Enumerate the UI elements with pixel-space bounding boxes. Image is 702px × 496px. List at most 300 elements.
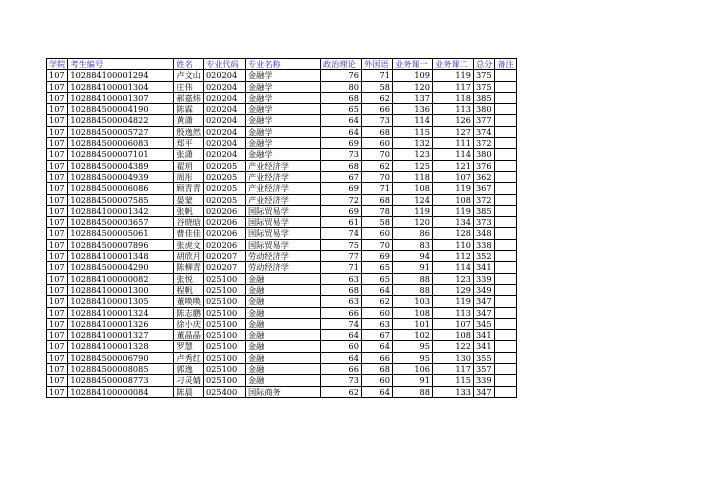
cell-candidate-id[interactable]: 102884500004190 [68,104,174,115]
cell-name[interactable]: 殷逸然 [174,126,204,137]
cell-candidate-id[interactable]: 102884100001324 [68,307,174,318]
cell-subject-1[interactable]: 115 [392,126,432,137]
cell-major-code[interactable]: 025100 [203,318,245,329]
cell-total[interactable]: 345 [473,318,494,329]
cell-politics[interactable]: 63 [320,273,361,284]
cell-subject-1[interactable]: 94 [392,251,432,262]
cell-politics[interactable]: 60 [320,341,361,352]
cell-remarks[interactable] [495,81,516,92]
cell-subject-2[interactable]: 107 [432,318,473,329]
cell-major-code[interactable]: 020204 [203,149,245,160]
cell-foreign-language[interactable]: 70 [361,171,392,182]
cell-major-code[interactable]: 020206 [203,239,245,250]
cell-candidate-id[interactable]: 102884500008773 [68,375,174,386]
cell-major-code[interactable]: 020205 [203,183,245,194]
cell-foreign-language[interactable]: 62 [361,92,392,103]
cell-name[interactable]: 董晶晶 [174,330,204,341]
cell-subject-2[interactable]: 119 [432,70,473,81]
cell-candidate-id[interactable]: 102884100001342 [68,205,174,216]
cell-candidate-id[interactable]: 102884100001307 [68,92,174,103]
cell-school[interactable]: 107 [47,251,68,262]
cell-name[interactable]: 胡欣月 [174,251,204,262]
cell-name[interactable]: 陈柳青 [174,262,204,273]
cell-total[interactable]: 372 [473,194,494,205]
cell-school[interactable]: 107 [47,262,68,273]
cell-major-name[interactable]: 金融 [245,352,320,363]
cell-name[interactable]: 张虎文 [174,239,204,250]
cell-candidate-id[interactable]: 102884100001305 [68,296,174,307]
cell-total[interactable]: 376 [473,160,494,171]
cell-name[interactable]: 罗慧 [174,341,204,352]
cell-school[interactable]: 107 [47,352,68,363]
cell-subject-2[interactable]: 112 [432,251,473,262]
cell-subject-2[interactable]: 107 [432,171,473,182]
cell-remarks[interactable] [495,138,516,149]
cell-candidate-id[interactable]: 102884500004822 [68,115,174,126]
cell-subject-1[interactable]: 83 [392,239,432,250]
cell-total[interactable]: 373 [473,217,494,228]
cell-remarks[interactable] [495,318,516,329]
cell-name[interactable]: 张帆 [174,205,204,216]
cell-major-code[interactable]: 025100 [203,273,245,284]
cell-total[interactable]: 347 [473,307,494,318]
cell-major-name[interactable]: 金融 [245,318,320,329]
cell-total[interactable]: 347 [473,296,494,307]
cell-candidate-id[interactable]: 102884500008085 [68,364,174,375]
cell-major-name[interactable]: 国际贸易学 [245,239,320,250]
cell-school[interactable]: 107 [47,160,68,171]
cell-major-code[interactable]: 025100 [203,341,245,352]
cell-subject-1[interactable]: 103 [392,296,432,307]
cell-major-name[interactable]: 金融 [245,364,320,375]
cell-school[interactable]: 107 [47,228,68,239]
cell-major-name[interactable]: 金融 [245,341,320,352]
cell-major-code[interactable]: 025100 [203,330,245,341]
cell-foreign-language[interactable]: 60 [361,138,392,149]
cell-total[interactable]: 367 [473,183,494,194]
cell-subject-2[interactable]: 119 [432,183,473,194]
cell-total[interactable]: 377 [473,115,494,126]
cell-subject-2[interactable]: 130 [432,352,473,363]
cell-politics[interactable]: 69 [320,205,361,216]
cell-subject-2[interactable]: 117 [432,81,473,92]
cell-foreign-language[interactable]: 70 [361,239,392,250]
cell-remarks[interactable] [495,251,516,262]
cell-major-code[interactable]: 020204 [203,126,245,137]
cell-remarks[interactable] [495,273,516,284]
cell-name[interactable]: 曹佳佳 [174,228,204,239]
cell-major-code[interactable]: 025100 [203,375,245,386]
cell-foreign-language[interactable]: 64 [361,386,392,397]
cell-subject-1[interactable]: 120 [392,81,432,92]
cell-name[interactable]: 程帆 [174,284,204,295]
cell-major-name[interactable]: 国际贸易学 [245,217,320,228]
cell-politics[interactable]: 71 [320,262,361,273]
cell-remarks[interactable] [495,296,516,307]
cell-candidate-id[interactable]: 102884500007896 [68,239,174,250]
cell-foreign-language[interactable]: 67 [361,330,392,341]
cell-major-code[interactable]: 020205 [203,194,245,205]
cell-foreign-language[interactable]: 60 [361,228,392,239]
cell-school[interactable]: 107 [47,284,68,295]
cell-school[interactable]: 107 [47,115,68,126]
cell-name[interactable]: 郝嘉炜 [174,92,204,103]
cell-politics[interactable]: 77 [320,251,361,262]
cell-total[interactable]: 372 [473,138,494,149]
cell-candidate-id[interactable]: 102884500006086 [68,183,174,194]
cell-remarks[interactable] [495,160,516,171]
cell-school[interactable]: 107 [47,307,68,318]
cell-subject-2[interactable]: 122 [432,341,473,352]
cell-candidate-id[interactable]: 102884500004939 [68,171,174,182]
cell-subject-1[interactable]: 106 [392,364,432,375]
header-candidate-id[interactable]: 考生编号 [68,59,174,70]
cell-subject-2[interactable]: 113 [432,307,473,318]
cell-remarks[interactable] [495,262,516,273]
cell-foreign-language[interactable]: 58 [361,217,392,228]
cell-total[interactable]: 341 [473,341,494,352]
cell-subject-2[interactable]: 119 [432,205,473,216]
cell-school[interactable]: 107 [47,375,68,386]
cell-foreign-language[interactable]: 65 [361,273,392,284]
cell-subject-1[interactable]: 102 [392,330,432,341]
cell-foreign-language[interactable]: 64 [361,284,392,295]
cell-subject-1[interactable]: 88 [392,386,432,397]
cell-total[interactable]: 352 [473,251,494,262]
cell-candidate-id[interactable]: 102884100001348 [68,251,174,262]
cell-politics[interactable]: 61 [320,217,361,228]
cell-subject-1[interactable]: 124 [392,194,432,205]
cell-major-name[interactable]: 金融 [245,284,320,295]
cell-remarks[interactable] [495,194,516,205]
cell-subject-1[interactable]: 136 [392,104,432,115]
cell-politics[interactable]: 76 [320,70,361,81]
cell-politics[interactable]: 68 [320,160,361,171]
cell-school[interactable]: 107 [47,171,68,182]
cell-politics[interactable]: 64 [320,352,361,363]
cell-major-code[interactable]: 025100 [203,352,245,363]
cell-subject-1[interactable]: 132 [392,138,432,149]
cell-candidate-id[interactable]: 102884100001328 [68,341,174,352]
cell-school[interactable]: 107 [47,70,68,81]
cell-major-name[interactable]: 金融学 [245,138,320,149]
cell-subject-2[interactable]: 108 [432,330,473,341]
cell-subject-1[interactable]: 95 [392,352,432,363]
cell-foreign-language[interactable]: 60 [361,307,392,318]
cell-school[interactable]: 107 [47,126,68,137]
cell-candidate-id[interactable]: 102884500005061 [68,228,174,239]
cell-name[interactable]: 谷晓晗 [174,217,204,228]
cell-major-code[interactable]: 020206 [203,205,245,216]
cell-name[interactable]: 晏蒙 [174,194,204,205]
cell-remarks[interactable] [495,171,516,182]
header-politics[interactable]: 政治理论 [320,59,361,70]
cell-total[interactable]: 348 [473,228,494,239]
cell-subject-2[interactable]: 117 [432,364,473,375]
cell-total[interactable]: 374 [473,126,494,137]
cell-major-name[interactable]: 产业经济学 [245,183,320,194]
cell-major-name[interactable]: 金融学 [245,70,320,81]
cell-subject-2[interactable]: 128 [432,228,473,239]
cell-name[interactable]: 徐小庆 [174,318,204,329]
cell-school[interactable]: 107 [47,194,68,205]
cell-remarks[interactable] [495,183,516,194]
cell-major-code[interactable]: 025100 [203,364,245,375]
header-name[interactable]: 姓名 [174,59,204,70]
cell-subject-2[interactable]: 126 [432,115,473,126]
cell-candidate-id[interactable]: 102884500005727 [68,126,174,137]
cell-major-name[interactable]: 金融学 [245,81,320,92]
cell-foreign-language[interactable]: 78 [361,205,392,216]
header-subject-2[interactable]: 业务课二 [432,59,473,70]
cell-politics[interactable]: 73 [320,149,361,160]
cell-name[interactable]: 周彤 [174,171,204,182]
cell-total[interactable]: 338 [473,239,494,250]
cell-foreign-language[interactable]: 66 [361,352,392,363]
cell-remarks[interactable] [495,386,516,397]
cell-politics[interactable]: 66 [320,307,361,318]
cell-foreign-language[interactable]: 68 [361,194,392,205]
cell-remarks[interactable] [495,228,516,239]
cell-major-name[interactable]: 金融 [245,307,320,318]
cell-subject-2[interactable]: 123 [432,273,473,284]
cell-major-name[interactable]: 国际贸易学 [245,205,320,216]
header-subject-1[interactable]: 业务课一 [392,59,432,70]
cell-politics[interactable]: 62 [320,386,361,397]
cell-subject-1[interactable]: 86 [392,228,432,239]
cell-candidate-id[interactable]: 102884100001294 [68,70,174,81]
cell-subject-1[interactable]: 95 [392,341,432,352]
cell-major-name[interactable]: 产业经济学 [245,160,320,171]
cell-candidate-id[interactable]: 102884100000082 [68,273,174,284]
cell-candidate-id[interactable]: 102884500004290 [68,262,174,273]
cell-subject-1[interactable]: 101 [392,318,432,329]
cell-foreign-language[interactable]: 58 [361,81,392,92]
cell-remarks[interactable] [495,239,516,250]
cell-subject-2[interactable]: 119 [432,296,473,307]
cell-school[interactable]: 107 [47,183,68,194]
cell-remarks[interactable] [495,104,516,115]
cell-major-code[interactable]: 020206 [203,217,245,228]
cell-foreign-language[interactable]: 64 [361,341,392,352]
cell-major-code[interactable]: 020204 [203,104,245,115]
cell-candidate-id[interactable]: 102884500006083 [68,138,174,149]
cell-politics[interactable]: 74 [320,228,361,239]
cell-total[interactable]: 385 [473,92,494,103]
cell-major-name[interactable]: 金融学 [245,104,320,115]
cell-school[interactable]: 107 [47,341,68,352]
cell-foreign-language[interactable]: 68 [361,364,392,375]
cell-subject-2[interactable]: 111 [432,138,473,149]
cell-politics[interactable]: 64 [320,330,361,341]
cell-foreign-language[interactable]: 62 [361,296,392,307]
cell-subject-2[interactable]: 118 [432,92,473,103]
cell-candidate-id[interactable]: 102884100001326 [68,318,174,329]
cell-major-name[interactable]: 金融 [245,273,320,284]
cell-major-name[interactable]: 金融学 [245,149,320,160]
cell-subject-1[interactable]: 108 [392,307,432,318]
cell-name[interactable]: 卢秀红 [174,352,204,363]
cell-remarks[interactable] [495,352,516,363]
cell-foreign-language[interactable]: 71 [361,183,392,194]
cell-subject-1[interactable]: 88 [392,284,432,295]
cell-subject-1[interactable]: 118 [392,171,432,182]
cell-remarks[interactable] [495,70,516,81]
cell-name[interactable]: 张悦 [174,273,204,284]
cell-school[interactable]: 107 [47,92,68,103]
cell-candidate-id[interactable]: 102884100001304 [68,81,174,92]
cell-subject-2[interactable]: 113 [432,104,473,115]
cell-school[interactable]: 107 [47,296,68,307]
cell-total[interactable]: 380 [473,149,494,160]
cell-name[interactable]: 陈志鹏 [174,307,204,318]
cell-subject-1[interactable]: 120 [392,217,432,228]
header-foreign-language[interactable]: 外国语 [361,59,392,70]
cell-subject-2[interactable]: 133 [432,386,473,397]
cell-candidate-id[interactable]: 102884500003657 [68,217,174,228]
cell-major-code[interactable]: 020204 [203,70,245,81]
cell-remarks[interactable] [495,92,516,103]
cell-name[interactable]: 董唤唤 [174,296,204,307]
cell-name[interactable]: 顾青青 [174,183,204,194]
cell-major-code[interactable]: 020207 [203,251,245,262]
cell-foreign-language[interactable]: 66 [361,104,392,115]
cell-school[interactable]: 107 [47,149,68,160]
cell-candidate-id[interactable]: 102884500007101 [68,149,174,160]
header-remarks[interactable]: 备注 [495,59,516,70]
cell-remarks[interactable] [495,364,516,375]
cell-politics[interactable]: 65 [320,104,361,115]
cell-total[interactable]: 375 [473,81,494,92]
cell-candidate-id[interactable]: 102884100001300 [68,284,174,295]
cell-total[interactable]: 385 [473,205,494,216]
cell-total[interactable]: 357 [473,364,494,375]
cell-name[interactable]: 黄潇 [174,115,204,126]
cell-school[interactable]: 107 [47,386,68,397]
cell-politics[interactable]: 64 [320,126,361,137]
cell-remarks[interactable] [495,330,516,341]
cell-remarks[interactable] [495,217,516,228]
cell-major-name[interactable]: 金融 [245,375,320,386]
cell-major-name[interactable]: 国际贸易学 [245,228,320,239]
cell-remarks[interactable] [495,149,516,160]
cell-major-code[interactable]: 020207 [203,262,245,273]
cell-major-name[interactable]: 金融学 [245,115,320,126]
cell-school[interactable]: 107 [47,104,68,115]
cell-foreign-language[interactable]: 62 [361,160,392,171]
cell-politics[interactable]: 80 [320,81,361,92]
cell-major-name[interactable]: 产业经济学 [245,171,320,182]
cell-school[interactable]: 107 [47,273,68,284]
cell-politics[interactable]: 64 [320,115,361,126]
cell-subject-1[interactable]: 91 [392,375,432,386]
cell-foreign-language[interactable]: 60 [361,375,392,386]
cell-total[interactable]: 349 [473,284,494,295]
cell-candidate-id[interactable]: 102884500007585 [68,194,174,205]
cell-major-code[interactable]: 020204 [203,115,245,126]
cell-major-name[interactable]: 产业经济学 [245,194,320,205]
cell-subject-1[interactable]: 125 [392,160,432,171]
cell-school[interactable]: 107 [47,330,68,341]
cell-major-code[interactable]: 020204 [203,81,245,92]
cell-politics[interactable]: 67 [320,171,361,182]
cell-candidate-id[interactable]: 102884100001327 [68,330,174,341]
cell-politics[interactable]: 73 [320,375,361,386]
cell-subject-1[interactable]: 119 [392,205,432,216]
cell-major-code[interactable]: 020206 [203,228,245,239]
cell-remarks[interactable] [495,307,516,318]
cell-politics[interactable]: 74 [320,318,361,329]
header-major-code[interactable]: 专业代码 [203,59,245,70]
cell-subject-1[interactable]: 88 [392,273,432,284]
cell-total[interactable]: 339 [473,375,494,386]
cell-major-code[interactable]: 020205 [203,171,245,182]
cell-major-code[interactable]: 020204 [203,92,245,103]
cell-candidate-id[interactable]: 102884500006790 [68,352,174,363]
cell-name[interactable]: 陈晨 [174,386,204,397]
cell-school[interactable]: 107 [47,217,68,228]
cell-politics[interactable]: 69 [320,183,361,194]
cell-name[interactable]: 庄伟 [174,81,204,92]
cell-total[interactable]: 339 [473,273,494,284]
cell-subject-2[interactable]: 108 [432,194,473,205]
cell-total[interactable]: 380 [473,104,494,115]
cell-major-name[interactable]: 金融学 [245,126,320,137]
cell-remarks[interactable] [495,341,516,352]
cell-subject-1[interactable]: 108 [392,183,432,194]
cell-total[interactable]: 355 [473,352,494,363]
cell-subject-1[interactable]: 91 [392,262,432,273]
cell-foreign-language[interactable]: 65 [361,262,392,273]
cell-subject-2[interactable]: 114 [432,149,473,160]
cell-school[interactable]: 107 [47,239,68,250]
cell-major-name[interactable]: 劳动经济学 [245,262,320,273]
header-total[interactable]: 总分 [473,59,494,70]
cell-politics[interactable]: 72 [320,194,361,205]
cell-subject-2[interactable]: 110 [432,239,473,250]
cell-subject-2[interactable]: 127 [432,126,473,137]
cell-total[interactable]: 347 [473,386,494,397]
cell-major-name[interactable]: 国际商务 [245,386,320,397]
cell-major-name[interactable]: 金融 [245,296,320,307]
cell-subject-1[interactable]: 109 [392,70,432,81]
cell-major-code[interactable]: 025100 [203,284,245,295]
cell-foreign-language[interactable]: 69 [361,251,392,262]
cell-name[interactable]: 郭逸 [174,364,204,375]
cell-school[interactable]: 107 [47,318,68,329]
cell-school[interactable]: 107 [47,138,68,149]
cell-subject-1[interactable]: 114 [392,115,432,126]
cell-subject-2[interactable]: 134 [432,217,473,228]
cell-major-name[interactable]: 劳动经济学 [245,251,320,262]
cell-politics[interactable]: 63 [320,296,361,307]
cell-name[interactable]: 翟玥 [174,160,204,171]
cell-foreign-language[interactable]: 63 [361,318,392,329]
cell-politics[interactable]: 68 [320,284,361,295]
cell-foreign-language[interactable]: 71 [361,70,392,81]
cell-major-code[interactable]: 020205 [203,160,245,171]
cell-name[interactable]: 郑平 [174,138,204,149]
cell-candidate-id[interactable]: 102884500004389 [68,160,174,171]
cell-foreign-language[interactable]: 70 [361,149,392,160]
cell-remarks[interactable] [495,375,516,386]
cell-name[interactable]: 陈霖 [174,104,204,115]
cell-name[interactable]: 刁灵婧 [174,375,204,386]
cell-major-code[interactable]: 020204 [203,138,245,149]
header-major-name[interactable]: 专业名称 [245,59,320,70]
cell-politics[interactable]: 66 [320,364,361,375]
cell-major-code[interactable]: 025100 [203,307,245,318]
